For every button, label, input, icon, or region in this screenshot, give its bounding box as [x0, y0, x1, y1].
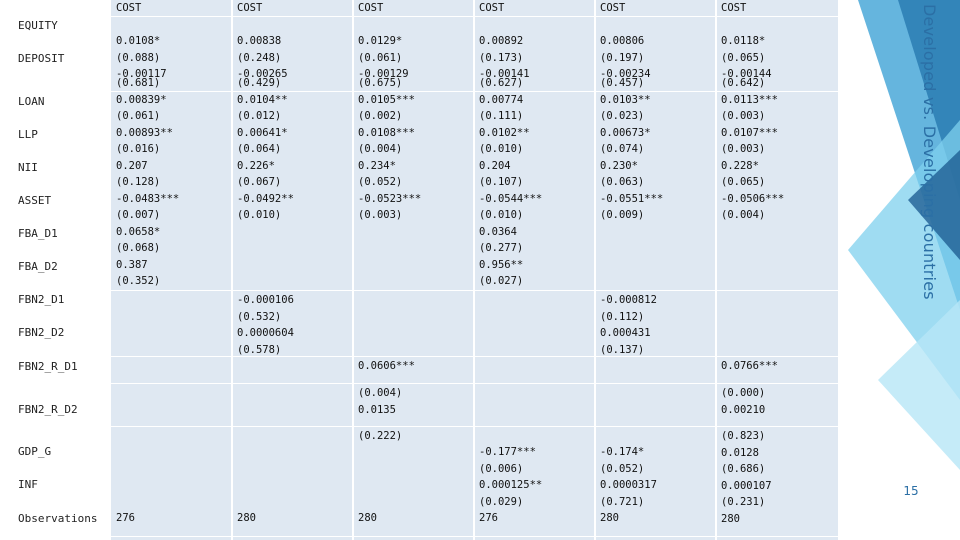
table-cell: 0.00892	[479, 35, 524, 47]
table-cell: -0.00265	[237, 68, 288, 80]
table-cell: COST	[116, 2, 142, 14]
table-cell: COST	[358, 2, 384, 14]
table-cell: (0.023)	[600, 110, 645, 122]
table-cell: (0.686)	[721, 463, 766, 475]
table-cell: -0.0551***	[600, 192, 664, 205]
table-cell: 0.0108*	[116, 35, 161, 47]
table-cell: 0.0135	[358, 403, 396, 416]
table-cell: 0.207	[116, 159, 148, 172]
page-number: 15	[903, 484, 919, 498]
row-label: INF	[18, 478, 38, 491]
table-cell: (0.721)	[600, 495, 645, 508]
table-cell: 280	[600, 512, 619, 524]
table-cell: (0.010)	[479, 143, 524, 155]
table-cell: 0.00210	[721, 403, 766, 416]
table-cell: (0.003)	[358, 209, 403, 221]
table-cell: 0.387	[116, 258, 148, 271]
table-cell: -0.174*	[600, 446, 645, 458]
row-label: NII	[18, 161, 38, 174]
table-cell: 0.000125**	[479, 479, 543, 491]
row-label: Observations	[18, 512, 98, 525]
table-cell: 0.00673*	[600, 126, 651, 139]
table-cell: (0.352)	[116, 275, 161, 287]
table-cell: (0.004)	[721, 209, 766, 221]
table-cell: (0.277)	[479, 242, 524, 254]
table-cell: -0.00144	[721, 68, 772, 80]
table-cell: -0.00117	[116, 68, 167, 80]
table-cell: (0.006)	[479, 462, 524, 475]
table-cell: 0.000107	[721, 479, 772, 492]
table-cell: 0.0113***	[721, 93, 778, 106]
table-cell: (0.675)	[358, 77, 403, 89]
row-label: FBN2_R_D1	[18, 360, 78, 373]
table-cell: 0.0102**	[479, 126, 530, 139]
table-cell: (0.003)	[721, 110, 766, 122]
table-cell: 0.230*	[600, 159, 638, 172]
table-cell: (0.061)	[116, 110, 161, 122]
table-cell: 0.0000604	[237, 327, 294, 339]
row-label: LOAN	[18, 95, 45, 108]
table-cell: 280	[721, 512, 740, 525]
row-label: FBA_D2	[18, 260, 58, 273]
table-cell: 0.226*	[237, 159, 275, 172]
table-cell: 0.00806	[600, 35, 645, 47]
table-cell: -0.00129	[358, 68, 409, 80]
column-divider	[594, 0, 596, 540]
table-cell: (0.027)	[479, 275, 524, 287]
table-cell: (0.197)	[600, 51, 645, 64]
column-divider	[352, 0, 354, 540]
table-cell: (0.007)	[116, 209, 161, 221]
table-cell: 0.0107***	[721, 126, 778, 139]
table-cell: (0.064)	[237, 143, 282, 155]
table-cell: (0.065)	[721, 51, 766, 64]
table-cell: (0.128)	[116, 176, 161, 188]
table-cell: (0.010)	[479, 209, 524, 221]
table-cell: -0.0506***	[721, 192, 785, 205]
table-cell: 0.0108***	[358, 126, 415, 139]
table-cell: (0.000)	[721, 387, 766, 399]
table-cell: 0.0129*	[358, 35, 403, 47]
table-cell: (0.532)	[237, 310, 282, 323]
table-cell: COST	[721, 2, 747, 14]
table-cell: (0.052)	[358, 176, 403, 188]
table-cell: (0.002)	[358, 110, 403, 122]
column-divider	[715, 0, 717, 540]
table-cell: (0.137)	[600, 343, 645, 356]
table-cell: (0.231)	[721, 496, 766, 508]
table-cell: 0.0103**	[600, 93, 651, 106]
table-cell: 0.234*	[358, 159, 396, 172]
table-cell: (0.248)	[237, 51, 282, 64]
table-cell: -0.0483***	[116, 192, 180, 205]
table-cell: (0.088)	[116, 51, 161, 64]
table-cell: -0.0492**	[237, 192, 294, 205]
column-divider	[473, 0, 475, 540]
row-label: FBA_D1	[18, 227, 58, 240]
row-label-column	[14, 0, 112, 540]
table-cell: (0.111)	[479, 110, 524, 122]
table-cell: (0.004)	[358, 387, 403, 399]
table-cell: (0.068)	[116, 242, 161, 254]
table-cell: 280	[237, 512, 256, 524]
table-cell: -0.000106	[237, 294, 294, 306]
table-cell: (0.061)	[358, 51, 403, 64]
table-cell: 280	[358, 512, 377, 524]
table-cell: 0.0606***	[358, 360, 415, 372]
table-cell: (0.016)	[116, 143, 161, 155]
table-cell: -0.0544***	[479, 192, 543, 205]
table-cell: (0.009)	[600, 209, 645, 221]
table-cell: (0.457)	[600, 77, 645, 89]
table-cell: (0.065)	[721, 176, 766, 188]
table-cell: 276	[479, 512, 498, 524]
table-cell: (0.222)	[358, 430, 403, 442]
row-label: EQUITY	[18, 19, 58, 32]
table-cell: (0.642)	[721, 77, 766, 89]
row-label: FBN2_R_D2	[18, 403, 78, 416]
table-cell: 0.00641*	[237, 126, 288, 139]
table-cell: (0.578)	[237, 343, 282, 356]
table-cell: 0.0118*	[721, 35, 766, 47]
table-cell: (0.067)	[237, 176, 282, 188]
table-cell: -0.177***	[479, 446, 536, 458]
slide-title: Developed vs. Developing countries	[920, 4, 939, 300]
table-cell: (0.052)	[600, 462, 645, 475]
table-cell: 0.204	[479, 159, 511, 172]
row-label: DEPOSIT	[18, 52, 65, 65]
table-cell: (0.003)	[721, 143, 766, 155]
table-cell: 0.956**	[479, 258, 524, 271]
table-cell: -0.00141	[479, 68, 530, 80]
table-cell: (0.112)	[600, 310, 645, 323]
table-cell: 0.0766***	[721, 360, 778, 372]
table-cell: 0.0000317	[600, 479, 657, 491]
row-label: FBN2_D1	[18, 293, 65, 306]
row-label: FBN2_D2	[18, 326, 65, 339]
table-cell: (0.627)	[479, 77, 524, 89]
table-cell: 0.00774	[479, 93, 524, 106]
table-cell: (0.429)	[237, 77, 282, 89]
table-cell: 0.0658*	[116, 225, 161, 238]
row-label: LLP	[18, 128, 38, 141]
table-cell: -0.000812	[600, 294, 657, 306]
table-cell: (0.012)	[237, 110, 282, 122]
table-cell: (0.004)	[358, 143, 403, 155]
table-cell: COST	[479, 2, 505, 14]
table-cell: 0.0105***	[358, 93, 415, 106]
table-cell: 0.0364	[479, 225, 517, 238]
table-cell: (0.010)	[237, 209, 282, 221]
table-cell: 0.0128	[721, 446, 759, 459]
table-cell: 0.00838	[237, 35, 282, 47]
row-label: ASSET	[18, 194, 52, 207]
table-cell: 0.228*	[721, 159, 759, 172]
table-cell: (0.681)	[116, 77, 161, 89]
table-cell: 0.000431	[600, 327, 651, 339]
decorative-triangles	[838, 0, 960, 540]
table-cell: (0.173)	[479, 51, 524, 64]
regression-table	[111, 0, 838, 540]
table-cell: -0.0523***	[358, 192, 422, 205]
table-cell: (0.107)	[479, 176, 524, 188]
table-cell: (0.029)	[479, 495, 524, 508]
table-cell: 0.00893**	[116, 126, 173, 139]
row-label: GDP_G	[18, 445, 52, 458]
table-cell: 0.00839*	[116, 93, 167, 106]
table-cell: (0.823)	[721, 430, 766, 442]
table-cell: (0.074)	[600, 143, 645, 155]
table-cell: COST	[237, 2, 263, 14]
column-divider	[231, 0, 233, 540]
table-cell: 276	[116, 512, 135, 524]
table-cell: (0.063)	[600, 176, 645, 188]
table-cell: -0.00234	[600, 68, 651, 80]
table-cell: COST	[600, 2, 626, 14]
table-cell: 0.0104**	[237, 93, 288, 106]
